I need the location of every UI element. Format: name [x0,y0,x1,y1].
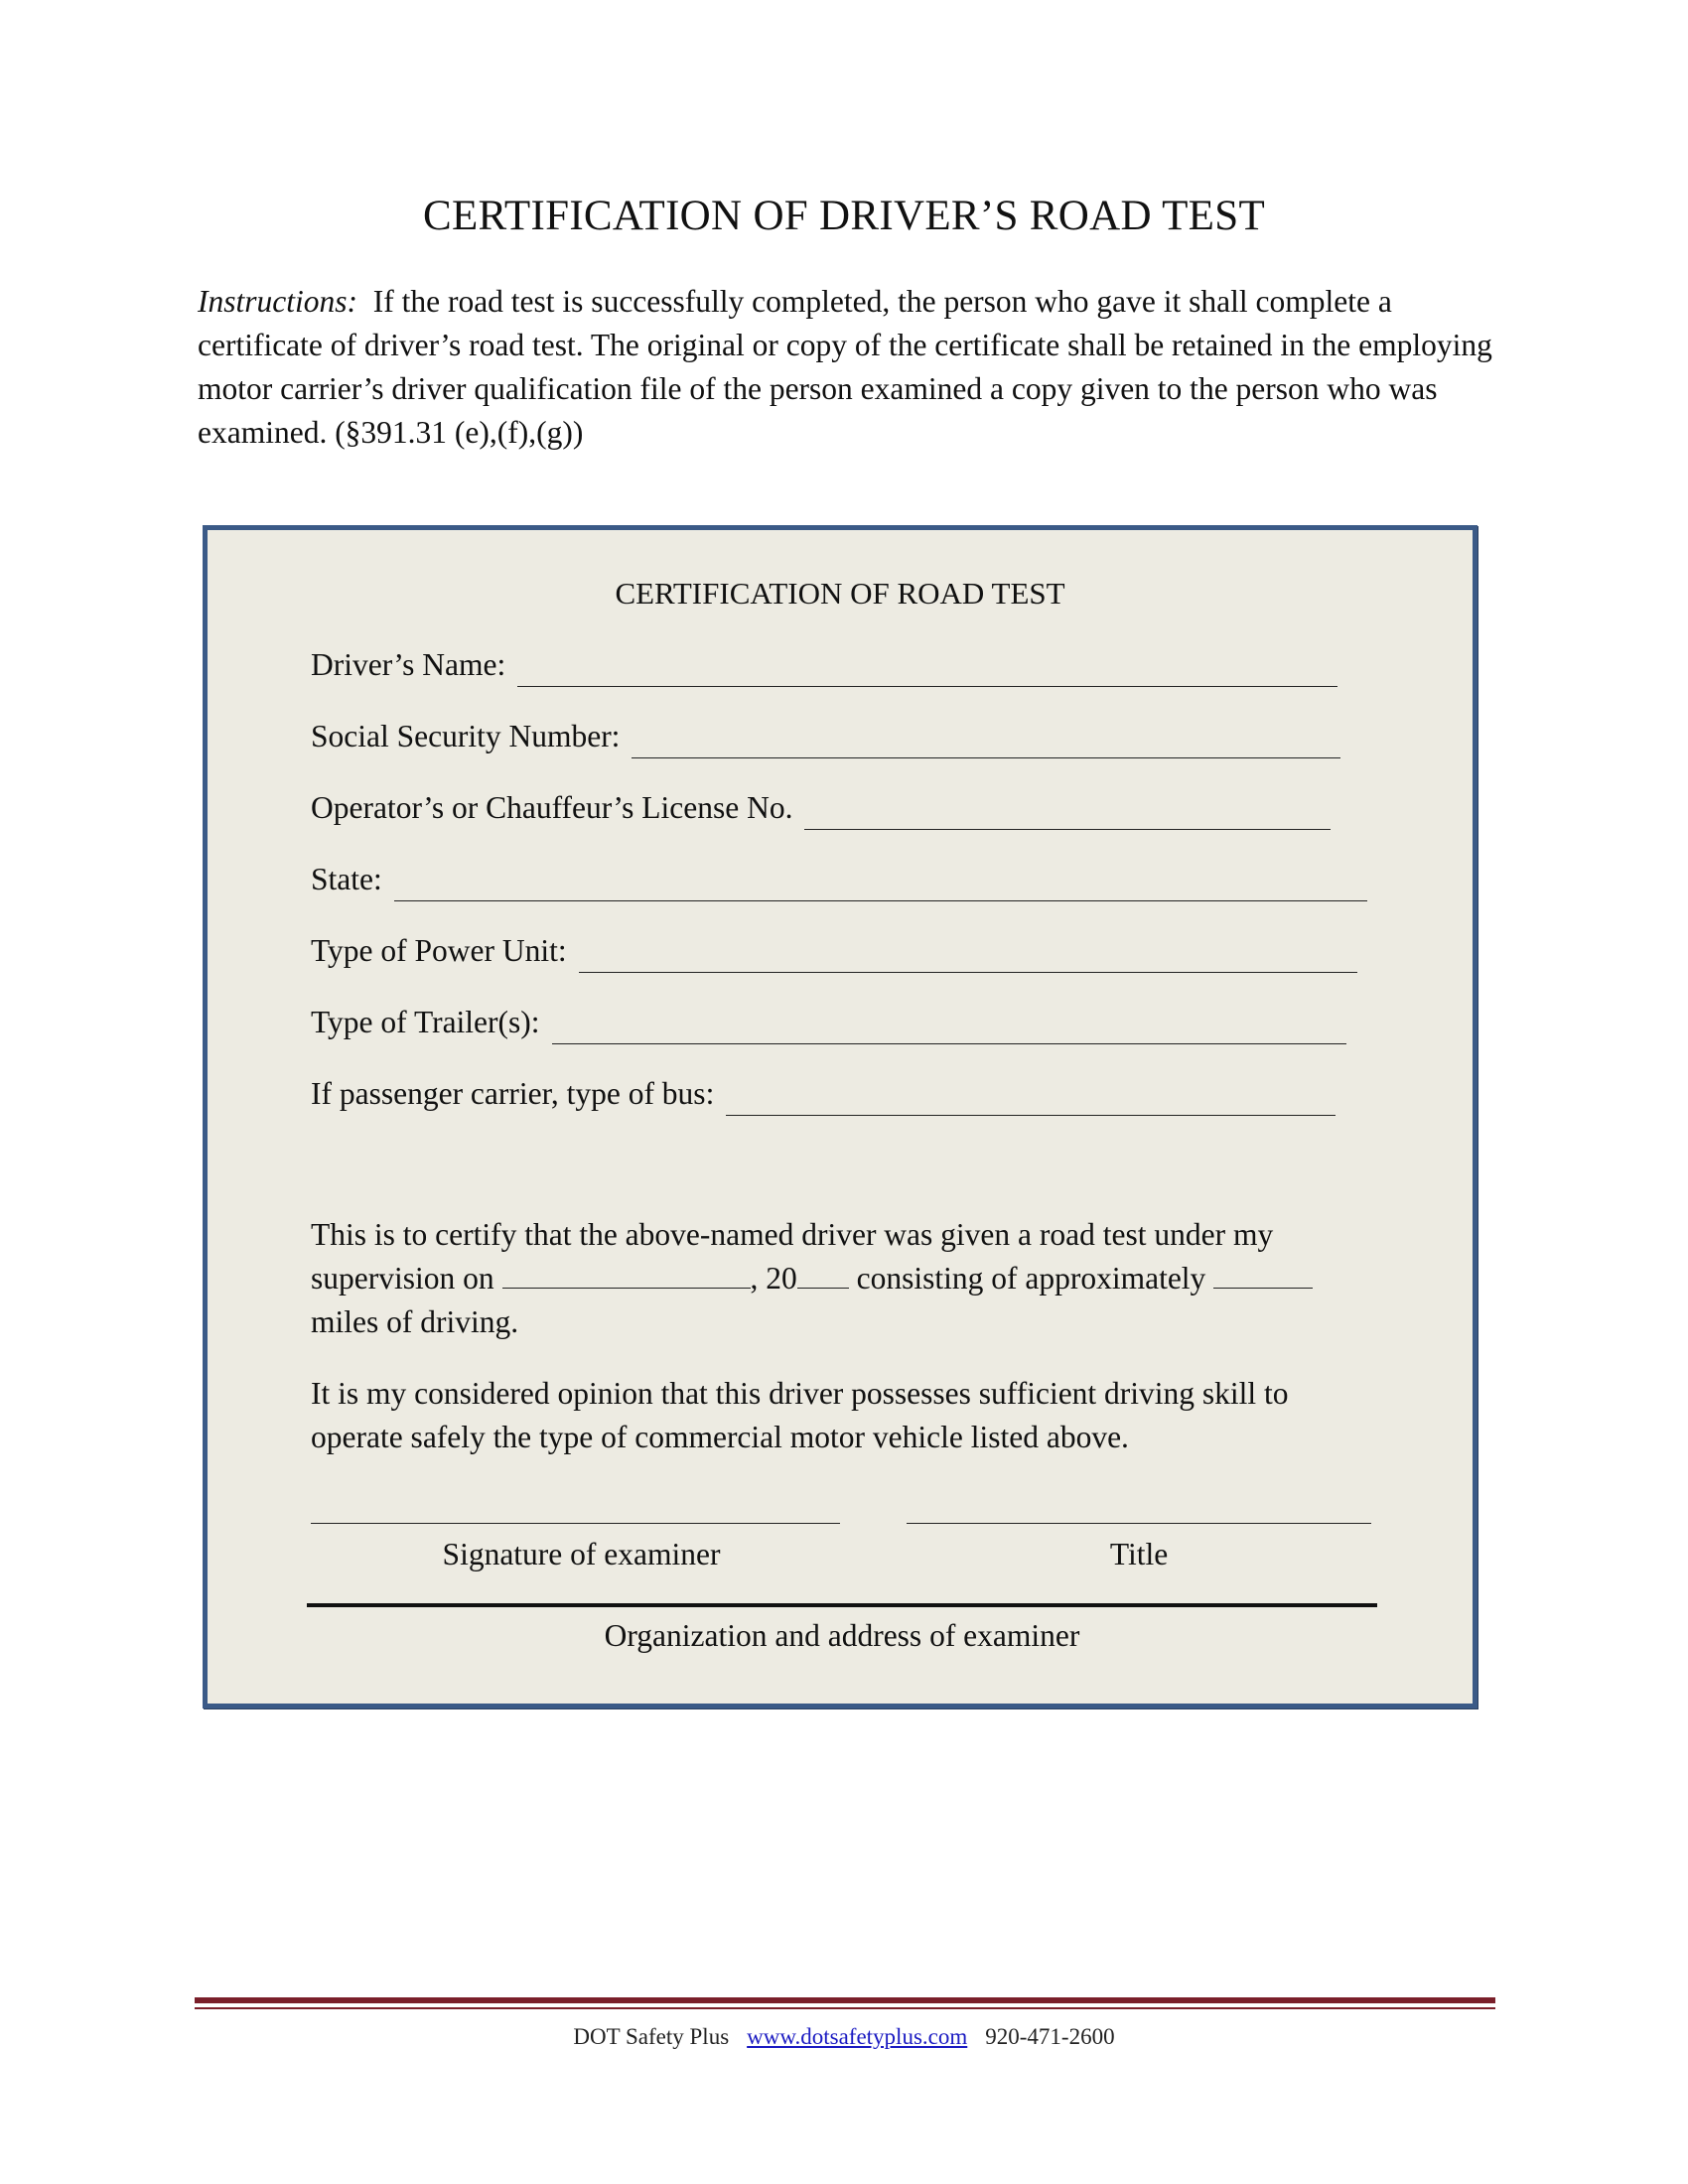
drivers-name-field[interactable] [517,686,1337,687]
page-title: CERTIFICATION OF DRIVER’S ROAD TEST [422,193,1266,239]
certify-text-3: consisting of approximately [856,1261,1206,1296]
instructions-text: If the road test is successfully completed, the person who gave it shall complete a certificate of driver’s road test. The original or copy of the certificate shall be retained in the employing motor carrier’s driver qualification file of the person examined a copy given to the person who was examined. (§391.31 (e),(f),(g)) [198,284,1492,450]
state-field[interactable] [394,900,1367,901]
certification-statement [311,1213,1363,1344]
ssn-field[interactable] [632,757,1340,758]
drivers-name-label: Driver’s Name: [311,647,506,682]
trailers-field[interactable] [552,1043,1346,1044]
certify-text-4: miles of driving. [311,1304,519,1339]
footer-phone: 920-471-2600 [985,2024,1115,2049]
power-unit-field[interactable] [579,972,1357,973]
state-row [311,864,1367,895]
certify-text-2: , 20 [750,1261,797,1296]
license-field[interactable] [804,829,1331,830]
opinion-statement: It is my considered opinion that this driver possesses sufficient driving skill to operate safely the type of commercial motor vehicle listed above. [311,1376,1289,1454]
title-label: Title [1109,1537,1169,1571]
title-field[interactable] [907,1523,1371,1524]
miles-field[interactable] [1213,1260,1313,1289]
footer-divider-thin [195,2007,1495,2009]
certify-text-1: This is to certify that the above-named driver was given a road test under my supervision on [311,1217,1274,1296]
test-date-field[interactable] [502,1260,751,1289]
bus-type-field[interactable] [726,1115,1336,1116]
power-unit-label: Type of Power Unit: [311,933,567,968]
ssn-row [311,721,1340,752]
trailers-row [311,1007,1346,1038]
bus-type-row [311,1078,1336,1110]
instructions-label: Instructions: [198,284,357,319]
state-label: State: [311,862,382,896]
organization-label: Organization and address of examiner [604,1618,1080,1653]
license-label: Operator’s or Chauffeur’s License No. [311,790,793,825]
ssn-label: Social Security Number: [311,719,621,753]
organization-field[interactable] [307,1603,1377,1607]
footer [0,2025,1688,2048]
form-title: CERTIFICATION OF ROAD TEST [615,576,1065,611]
footer-website-link[interactable]: www.dotsafetyplus.com [747,2024,968,2049]
certification-form-box [203,525,1477,1708]
license-row [311,792,1331,824]
test-year-field[interactable] [797,1260,849,1289]
trailers-label: Type of Trailer(s): [311,1005,540,1039]
footer-company: DOT Safety Plus [573,2024,730,2049]
bus-type-label: If passenger carrier, type of bus: [311,1076,715,1111]
signature-label: Signature of examiner [442,1537,721,1571]
power-unit-row [311,935,1357,967]
signature-field[interactable] [311,1523,840,1524]
footer-divider [195,1997,1495,2003]
drivers-name-row [311,649,1337,681]
instructions-paragraph [198,280,1508,455]
